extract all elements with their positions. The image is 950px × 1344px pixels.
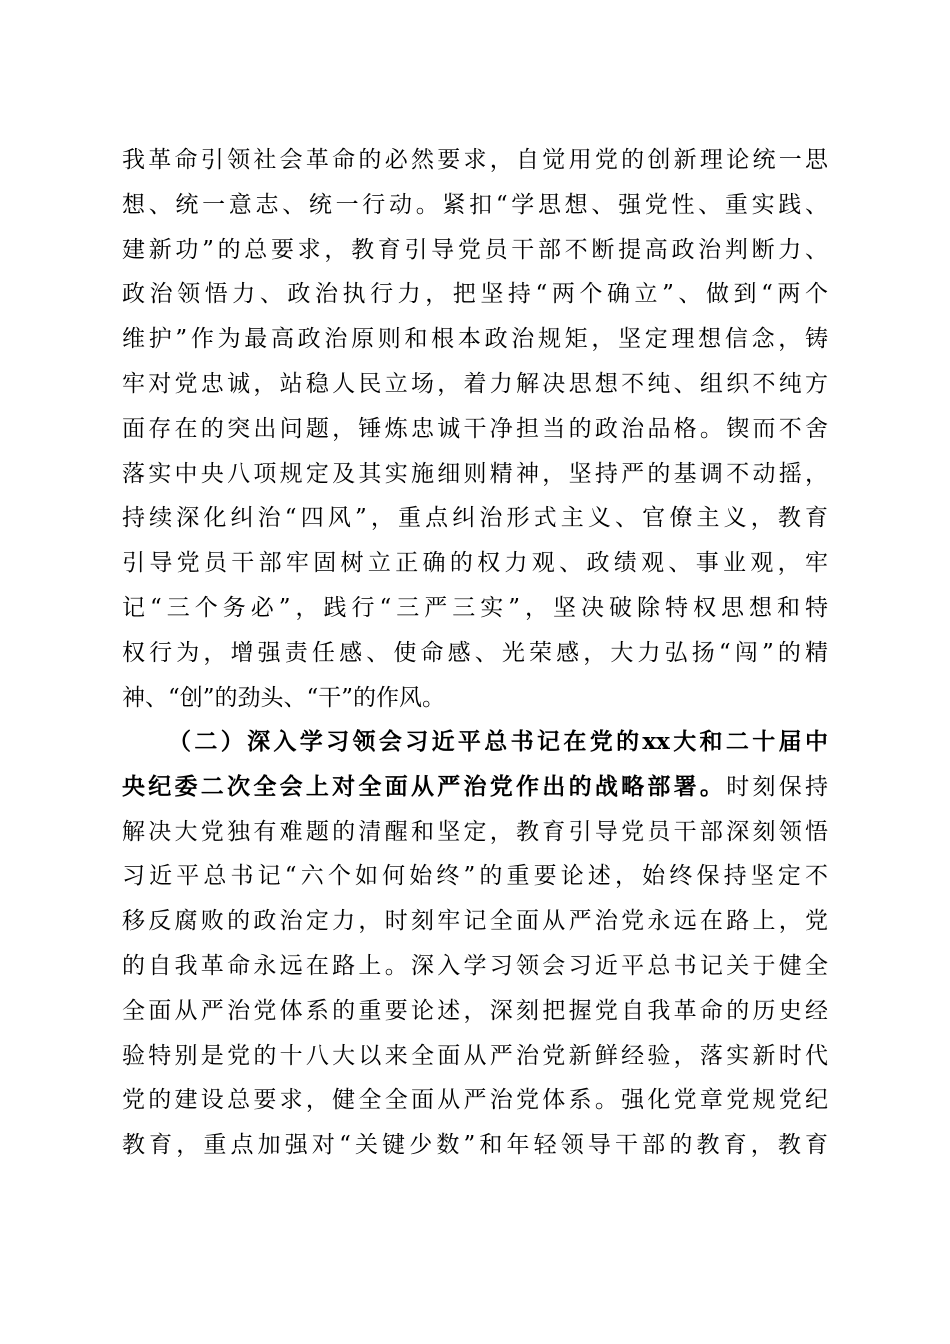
- text-line: 持续深化纠治“四风”，重点纠治形式主义、官僚主义，教育: [122, 505, 828, 532]
- text-line: 维护”作为最高政治原则和根本政治规矩，坚定理想信念，铸: [122, 326, 828, 353]
- section-heading: （二）深入学习领会习近平总书记在党的xx大和二十届中: [168, 728, 828, 755]
- text-line: 引导党员干部牢固树立正确的权力观、政绩观、事业观，牢: [122, 550, 828, 577]
- text-line: 面存在的突出问题，锤炼忠诚干净担当的政治品格。锲而不舍: [122, 415, 828, 442]
- section-heading-continued: 央纪委二次全会上对全面从严治党作出的战略部署。: [122, 772, 727, 800]
- text-line: 牢对党忠诚，站稳人民立场，着力解决思想不纯、组织不纯方: [122, 370, 828, 397]
- text-line: 落实中央八项规定及其实施细则精神，坚持严的基调不动摇，: [122, 460, 828, 487]
- text-line: 习近平总书记“六个如何始终”的重要论述，始终保持坚定不: [122, 863, 828, 890]
- text-line: [122, 765, 828, 810]
- text-line: 验特别是党的十八大以来全面从严治党新鲜经验，落实新时代: [122, 1042, 828, 1069]
- text-line: 党的建设总要求，健全全面从严治党体系。强化党章党规党纪: [122, 1087, 828, 1114]
- text-line: 建新功”的总要求，教育引导党员干部不断提高政治判断力、: [122, 236, 828, 263]
- text-line: 的自我革命永远在路上。深入学习领会习近平总书记关于健全: [122, 952, 828, 979]
- paragraph-2: [122, 720, 828, 1168]
- text-line: 权行为，增强责任感、使命感、光荣感，大力弘扬“闯”的精: [122, 639, 828, 666]
- text-span: 时刻保持: [726, 773, 829, 800]
- text-line: 记“三个务必”，践行“三严三实”，坚决破除特权思想和特: [122, 594, 828, 621]
- text-line: 全面从严治党体系的重要论述，深刻把握党自我革命的历史经: [122, 997, 828, 1024]
- text-line: 我革命引领社会革命的必然要求，自觉用党的创新理论统一思: [122, 147, 828, 173]
- text-line: 移反腐败的政治定力，时刻牢记全面从严治党永远在路上，党: [122, 908, 828, 935]
- text-line: 想、统一意志、统一行动。紧扣“学思想、强党性、重实践、: [122, 191, 828, 218]
- text-line: 神、“创”的劲头、“干”的作风。: [122, 684, 446, 711]
- paragraph-1: [122, 138, 828, 720]
- text-line: 教育，重点加强对“关键少数”和年轻领导干部的教育，教育: [122, 1132, 828, 1159]
- text-line: 解决大党独有难题的清醒和坚定，教育引导党员干部深刻领悟: [122, 818, 828, 845]
- text-line: 政治领悟力、政治执行力，把坚持“两个确立”、做到“两个: [122, 281, 828, 308]
